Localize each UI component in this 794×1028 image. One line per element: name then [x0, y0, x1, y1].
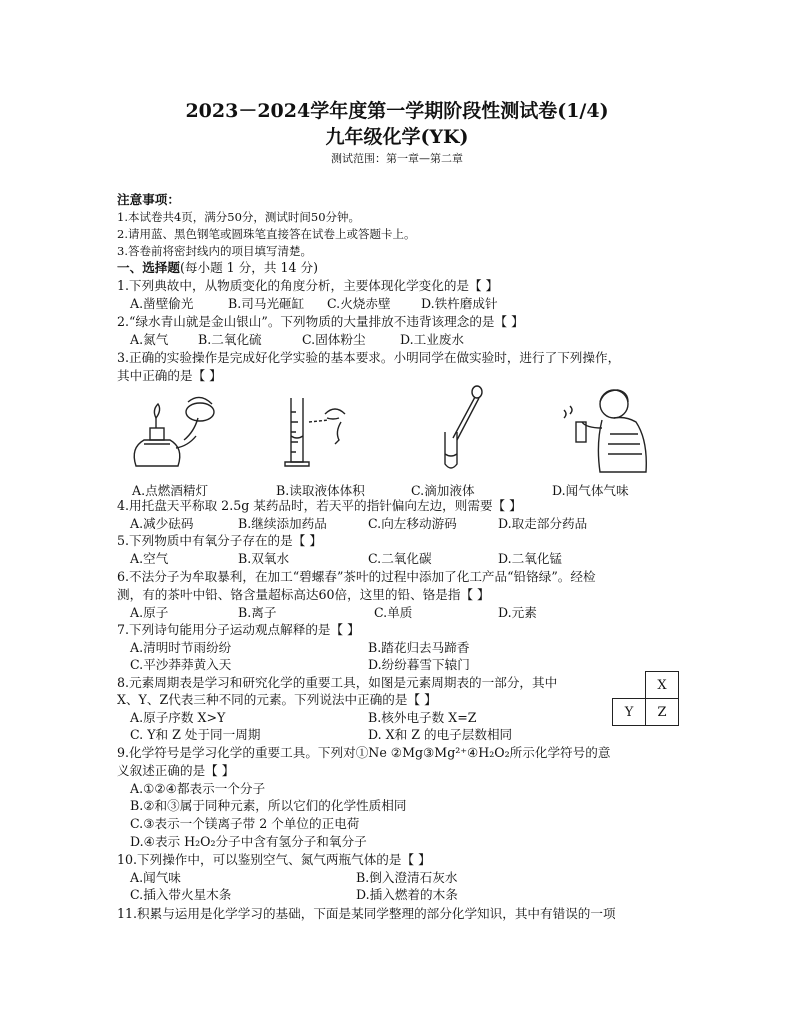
q3-caption-c: C.滴加液体	[411, 483, 475, 498]
q8-stem-cont: X、Y、Z代表三种不同的元素。下列说法中正确的是【 】	[117, 692, 437, 707]
q9-option-b: B.②和③属于同种元素，所以它们的化学性质相同	[130, 798, 407, 813]
q9-option-d: D.④表示 H₂O₂分子中含有氢分子和氧分子	[130, 834, 367, 849]
q2-option-c: C.固体粉尘	[302, 332, 366, 347]
exam-title: 2023－2024学年度第一学期阶段性测试卷(1/4)	[185, 100, 609, 122]
q5-stem: 5.下列物质中有氧分子存在的是【 】	[117, 533, 322, 548]
notice-item: 2.请用蓝、黑色钢笔或圆珠笔直接答在试卷上或答题卡上。	[117, 227, 416, 241]
q6-option-d: D.元素	[498, 605, 537, 620]
section-note: (每小题 1 分，共 14 分)	[179, 260, 319, 275]
notice-item: 3.答卷前将密封线内的项目填写清楚。	[117, 244, 312, 258]
q5-option-d: D.二氧化锰	[498, 551, 563, 566]
graduated-cylinder-illustration	[265, 392, 355, 472]
q8-stem: 8.元素周期表是学习和研究化学的重要工具，如图是元素周期表的一部分，其中	[117, 675, 558, 690]
section-heading	[117, 260, 318, 276]
q5-option-c: C.二氧化碳	[368, 551, 432, 566]
q1-option-b: B.司马光砸缸	[228, 296, 305, 311]
q5-option-b: B.双氧水	[238, 551, 290, 566]
q5-option-a: A.空气	[130, 551, 169, 566]
q4-option-b: B.继续添加药品	[238, 516, 327, 531]
notice-item: 1.本试卷共4页，满分50分，测试时间50分钟。	[117, 210, 361, 224]
q4-option-a: A.减少砝码	[130, 516, 194, 531]
q10-stem: 10.下列操作中，可以鉴别空气、氮气两瓶气体的是【 】	[117, 852, 431, 867]
q3-caption-b: B.读取液体体积	[276, 483, 365, 498]
periodic-table-fragment	[612, 671, 679, 726]
q6-stem-cont: 测，有的茶叶中铅、铬含量超标高达60倍，这里的铅、铬是指【 】	[117, 587, 490, 602]
q9-option-a: A.①②④都表示一个分子	[130, 781, 266, 796]
q11-stem: 11.积累与运用是化学学习的基础，下面是某同学整理的部分化学知识，其中有错误的一项	[117, 906, 616, 921]
q6-stem: 6.不法分子为牟取暴利，在加工“碧螺春”茶叶的过程中添加了化工产品“铅铬绿”。经检	[117, 569, 596, 584]
q10-option-b: B.倒入澄清石灰水	[356, 870, 458, 885]
periodic-cell-empty	[613, 672, 646, 699]
q1-option-c: C.火烧赤壁	[327, 296, 391, 311]
q6-option-c: C.单质	[374, 605, 413, 620]
q9-stem-cont: 义叙述正确的是【 】	[117, 763, 235, 778]
q10-option-d: D.插入燃着的木条	[356, 887, 458, 902]
q7-stem: 7.下列诗句能用分子运动观点解释的是【 】	[117, 622, 360, 637]
periodic-cell-y: Y	[613, 699, 646, 726]
q8-option-a: A.原子序数 X>Y	[130, 710, 226, 725]
q3-stem-cont: 其中正确的是【 】	[117, 368, 222, 383]
test-range: 测试范围：第一章—第二章	[331, 152, 463, 165]
dropper-test-tube-illustration	[425, 384, 495, 472]
q3-stem: 3.正确的实验操作是完成好化学实验的基本要求。小明同学在做实验时，进行了下列操作，	[117, 350, 621, 365]
notice-heading: 注意事项：	[117, 192, 180, 207]
q8-option-d: D. X和 Z 的电子层数相同	[368, 727, 513, 742]
q2-option-b: B.二氧化硫	[198, 332, 262, 347]
periodic-cell-z: Z	[646, 699, 679, 726]
q7-option-a: A.清明时节雨纷纷	[130, 640, 232, 655]
q9-stem: 9.化学符号是学习化学的重要工具。下列对①Ne ②Mg③Mg²⁺④H₂O₂所示化学符号的意	[117, 745, 611, 760]
q8-option-c: C. Y和 Z 处于同一周期	[130, 727, 261, 742]
smell-gas-illustration	[556, 384, 652, 474]
q10-option-a: A.闻气味	[130, 870, 181, 885]
q2-option-a: A.氮气	[130, 332, 169, 347]
q7-option-c: C.平沙莽莽黄入天	[130, 657, 232, 672]
q1-option-a: A.凿壁偷光	[130, 296, 194, 311]
q4-stem: 4.用托盘天平称取 2.5g 某药品时，若天平的指针偏向左边，则需要【 】	[117, 498, 522, 513]
q7-option-d: D.纷纷暮雪下辕门	[368, 657, 470, 672]
q1-option-d: D.铁杵磨成针	[421, 296, 498, 311]
q10-option-c: C.插入带火星木条	[130, 887, 232, 902]
periodic-cell-x: X	[646, 672, 679, 699]
q4-option-d: D.取走部分药品	[498, 516, 588, 531]
q9-option-c: C.③表示一个镁离子带 2 个单位的正电荷	[130, 816, 360, 831]
q3-caption-d: D.闻气体气味	[552, 483, 629, 498]
exam-subtitle: 九年级化学(YK)	[325, 126, 469, 148]
section-title: 一、选择题	[117, 260, 180, 275]
q4-option-c: C.向左移动游码	[368, 516, 457, 531]
alcohol-lamp-illustration	[126, 388, 226, 472]
q2-option-d: D.工业废水	[400, 332, 465, 347]
q1-stem: 1.下列典故中，从物质变化的角度分析，主要体现化学变化的是【 】	[117, 278, 499, 293]
q6-option-a: A.原子	[130, 605, 169, 620]
q8-option-b: B.核外电子数 X=Z	[368, 710, 477, 725]
q3-caption-a: A.点燃酒精灯	[132, 483, 209, 498]
q6-option-b: B.离子	[238, 605, 277, 620]
q7-option-b: B.踏花归去马蹄香	[368, 640, 470, 655]
q2-stem: 2.“绿水青山就是金山银山”。下列物质的大量排放不违背该理念的是【 】	[117, 314, 524, 329]
